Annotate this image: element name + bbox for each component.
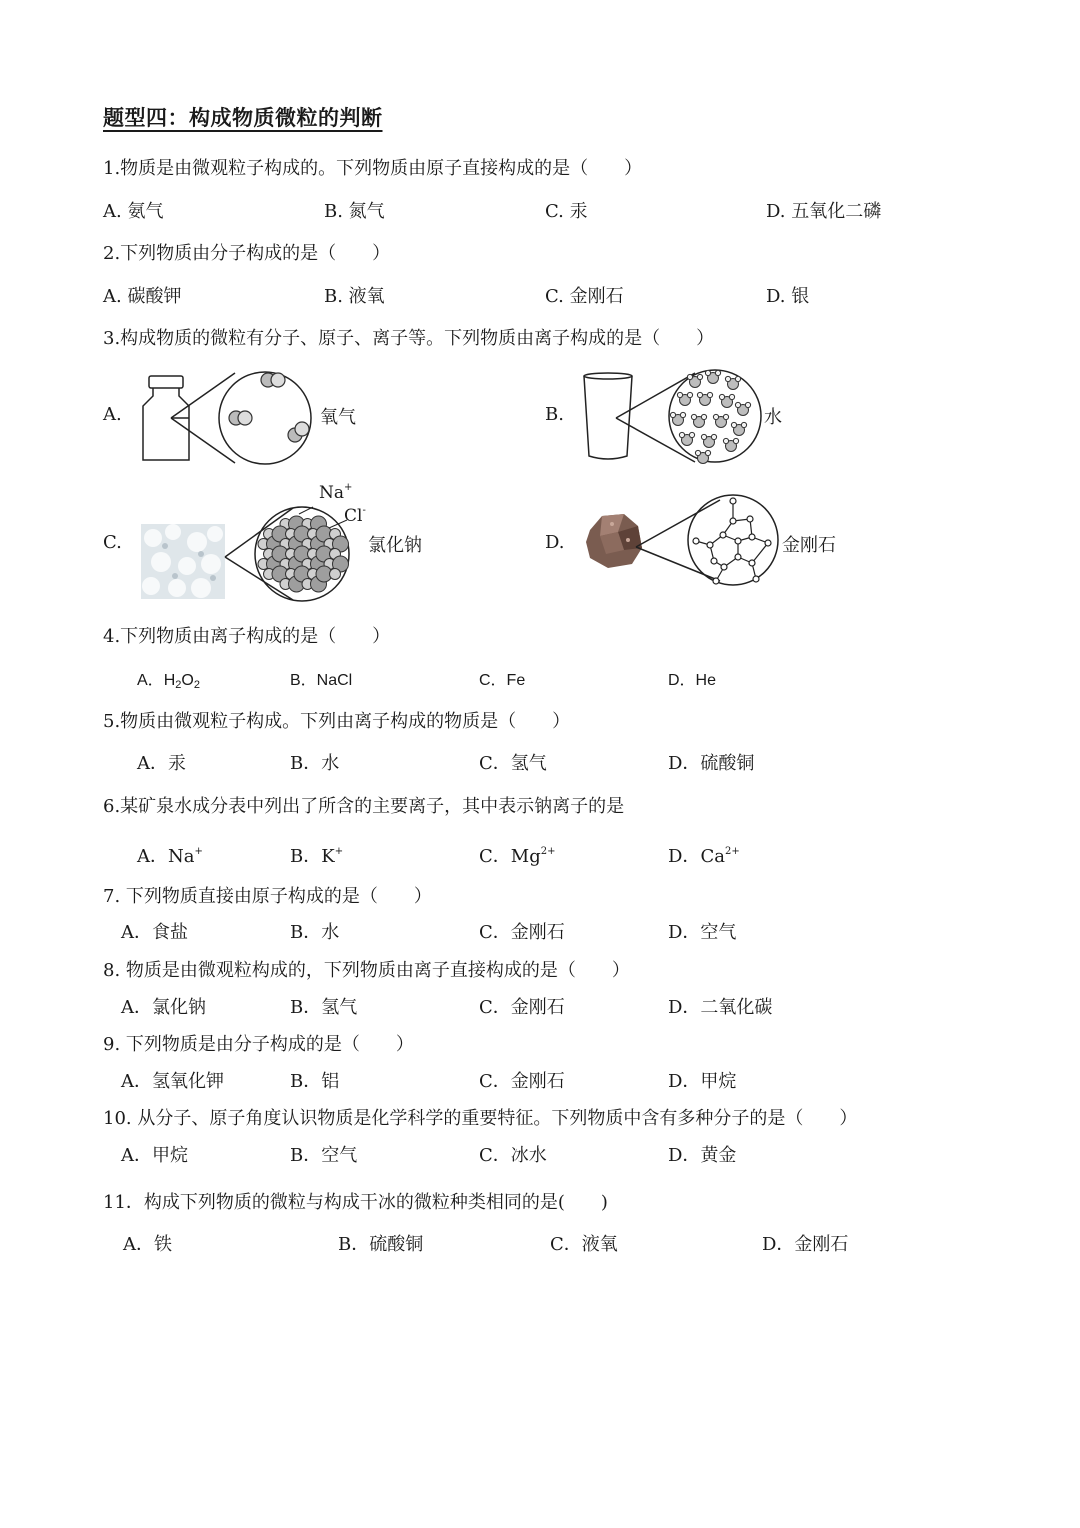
water-glass-diagram bbox=[583, 370, 768, 465]
q8-option-b: B．氢气 bbox=[290, 997, 358, 1018]
particle bbox=[731, 422, 736, 427]
particle bbox=[715, 370, 720, 375]
particle bbox=[711, 434, 716, 439]
question-10-stem: 10. 从分子、原子角度认识物质是化学科学的重要特征。下列物质中含有多种分子的是（ ） bbox=[103, 1108, 858, 1129]
particle bbox=[723, 438, 728, 443]
q9-option-b: B．铝 bbox=[290, 1071, 340, 1092]
q7-option-c: C．金刚石 bbox=[479, 922, 565, 943]
question-5-stem: 5.物质由微观粒子构成。下列由离子构成的物质是（ ） bbox=[103, 711, 571, 732]
question-11-stem: 11．构成下列物质的微粒与构成干冰的微粒种类相同的是( ) bbox=[103, 1192, 608, 1213]
q4-option-d: D．He bbox=[668, 672, 717, 689]
q2-option-c: C. 金刚石 bbox=[545, 286, 624, 307]
particle bbox=[697, 392, 702, 397]
q1-option-d: D. 五氧化二磷 bbox=[766, 201, 882, 222]
particle bbox=[735, 402, 740, 407]
particle bbox=[695, 450, 700, 455]
q6-option-d: D．$Ca^{2+}$ bbox=[668, 846, 740, 867]
q5-option-d: D．硫酸铜 bbox=[668, 753, 755, 774]
particle bbox=[713, 414, 718, 419]
particle bbox=[705, 370, 710, 375]
particle bbox=[723, 414, 728, 419]
q10-option-c: C．冰水 bbox=[479, 1145, 547, 1166]
q8-option-c: C．金刚石 bbox=[479, 997, 565, 1018]
particle bbox=[677, 392, 682, 397]
q2-option-a: A. 碳酸钾 bbox=[103, 286, 182, 307]
particle bbox=[701, 434, 706, 439]
q4-option-b: B．NaCl bbox=[290, 672, 353, 689]
q3-option-b-letter: B. bbox=[545, 404, 564, 425]
particle bbox=[670, 412, 675, 417]
salt-crystal-photo bbox=[141, 524, 225, 599]
q10-option-a: A．甲烷 bbox=[121, 1145, 188, 1166]
q9-option-c: C．金刚石 bbox=[479, 1071, 565, 1092]
oxygen-bottle-diagram bbox=[135, 370, 320, 470]
q10-option-b: B．空气 bbox=[290, 1145, 358, 1166]
particle bbox=[680, 412, 685, 417]
chloride-ion-label: Cl- bbox=[344, 505, 366, 526]
question-2-stem: 2.下列物质由分子构成的是（ ） bbox=[103, 243, 391, 264]
section-title: 题型四：构成物质微粒的判断 bbox=[103, 105, 383, 130]
q8-option-d: D．二氧化碳 bbox=[668, 997, 773, 1018]
particle bbox=[745, 402, 750, 407]
q6-option-b: B．K+ bbox=[290, 846, 344, 867]
particle bbox=[741, 422, 746, 427]
question-9-stem: 9. 下列物质是由分子构成的是（ ） bbox=[103, 1034, 414, 1055]
particle bbox=[735, 376, 740, 381]
diamond-lattice-diagram bbox=[628, 495, 778, 585]
q3-option-a-letter: A. bbox=[103, 404, 122, 425]
q5-option-a: A．汞 bbox=[137, 753, 186, 774]
q2-option-d: D. 银 bbox=[766, 286, 810, 307]
q10-option-d: D．黄金 bbox=[668, 1145, 737, 1166]
particle bbox=[330, 569, 341, 580]
q9-option-a: A．氢氧化钾 bbox=[121, 1071, 224, 1092]
question-7-stem: 7. 下列物质直接由原子构成的是（ ） bbox=[103, 886, 432, 907]
q8-option-a: A．氯化钠 bbox=[121, 997, 206, 1018]
q3-option-d-name: 金刚石 bbox=[782, 535, 836, 556]
q3-option-a-name: 氧气 bbox=[320, 407, 356, 428]
q3-option-b-name: 水 bbox=[764, 407, 782, 428]
particle bbox=[687, 392, 692, 397]
particle bbox=[725, 376, 730, 381]
nacl-lattice-diagram bbox=[225, 500, 355, 605]
particle bbox=[705, 450, 710, 455]
q3-option-d-letter: D. bbox=[545, 532, 565, 553]
q3-option-c-letter: C. bbox=[103, 532, 122, 553]
q5-option-b: B．水 bbox=[290, 753, 340, 774]
q7-option-b: B．水 bbox=[290, 922, 340, 943]
particle bbox=[707, 392, 712, 397]
q9-option-d: D．甲烷 bbox=[668, 1071, 737, 1092]
q11-option-b: B．硫酸铜 bbox=[338, 1234, 424, 1255]
particle bbox=[719, 394, 724, 399]
q1-option-c: C. 汞 bbox=[545, 201, 588, 222]
particle bbox=[689, 432, 694, 437]
q6-option-c: C．$Mg^{2+}$ bbox=[479, 846, 556, 867]
q6-option-a: A．Na+ bbox=[137, 846, 203, 867]
q11-option-c: C．液氧 bbox=[550, 1234, 618, 1255]
particle bbox=[697, 374, 702, 379]
q4-option-a: A．$H_2O_2$ bbox=[137, 672, 200, 691]
particle bbox=[679, 432, 684, 437]
particle bbox=[687, 374, 692, 379]
particle bbox=[691, 414, 696, 419]
q3-option-c-name: 氯化钠 bbox=[368, 535, 422, 556]
particle bbox=[701, 414, 706, 419]
question-4-stem: 4.下列物质由离子构成的是（ ） bbox=[103, 626, 391, 647]
q7-option-a: A．食盐 bbox=[121, 922, 188, 943]
q2-option-b: B. 液氧 bbox=[324, 286, 385, 307]
q5-option-c: C．氢气 bbox=[479, 753, 547, 774]
q11-option-d: D．金刚石 bbox=[762, 1234, 849, 1255]
particle bbox=[729, 394, 734, 399]
question-1-stem: 1.物质是由微观粒子构成的。下列物质由原子直接构成的是（ ） bbox=[103, 158, 643, 179]
q1-option-a: A. 氨气 bbox=[103, 201, 164, 222]
question-3-stem: 3.构成物质的微粒有分子、原子、离子等。下列物质由离子构成的是（ ） bbox=[103, 328, 715, 349]
question-8-stem: 8. 物质是由微观粒构成的，下列物质由离子直接构成的是（ ） bbox=[103, 960, 630, 981]
question-6-stem: 6.某矿泉水成分表中列出了所含的主要离子，其中表示钠离子的是 bbox=[103, 796, 625, 817]
q7-option-d: D．空气 bbox=[668, 922, 737, 943]
q11-option-a: A．铁 bbox=[123, 1234, 172, 1255]
sodium-ion-label: Na+ bbox=[319, 482, 353, 503]
particle bbox=[733, 438, 738, 443]
q4-option-c: C．Fe bbox=[479, 672, 526, 689]
q1-option-b: B. 氮气 bbox=[324, 201, 385, 222]
